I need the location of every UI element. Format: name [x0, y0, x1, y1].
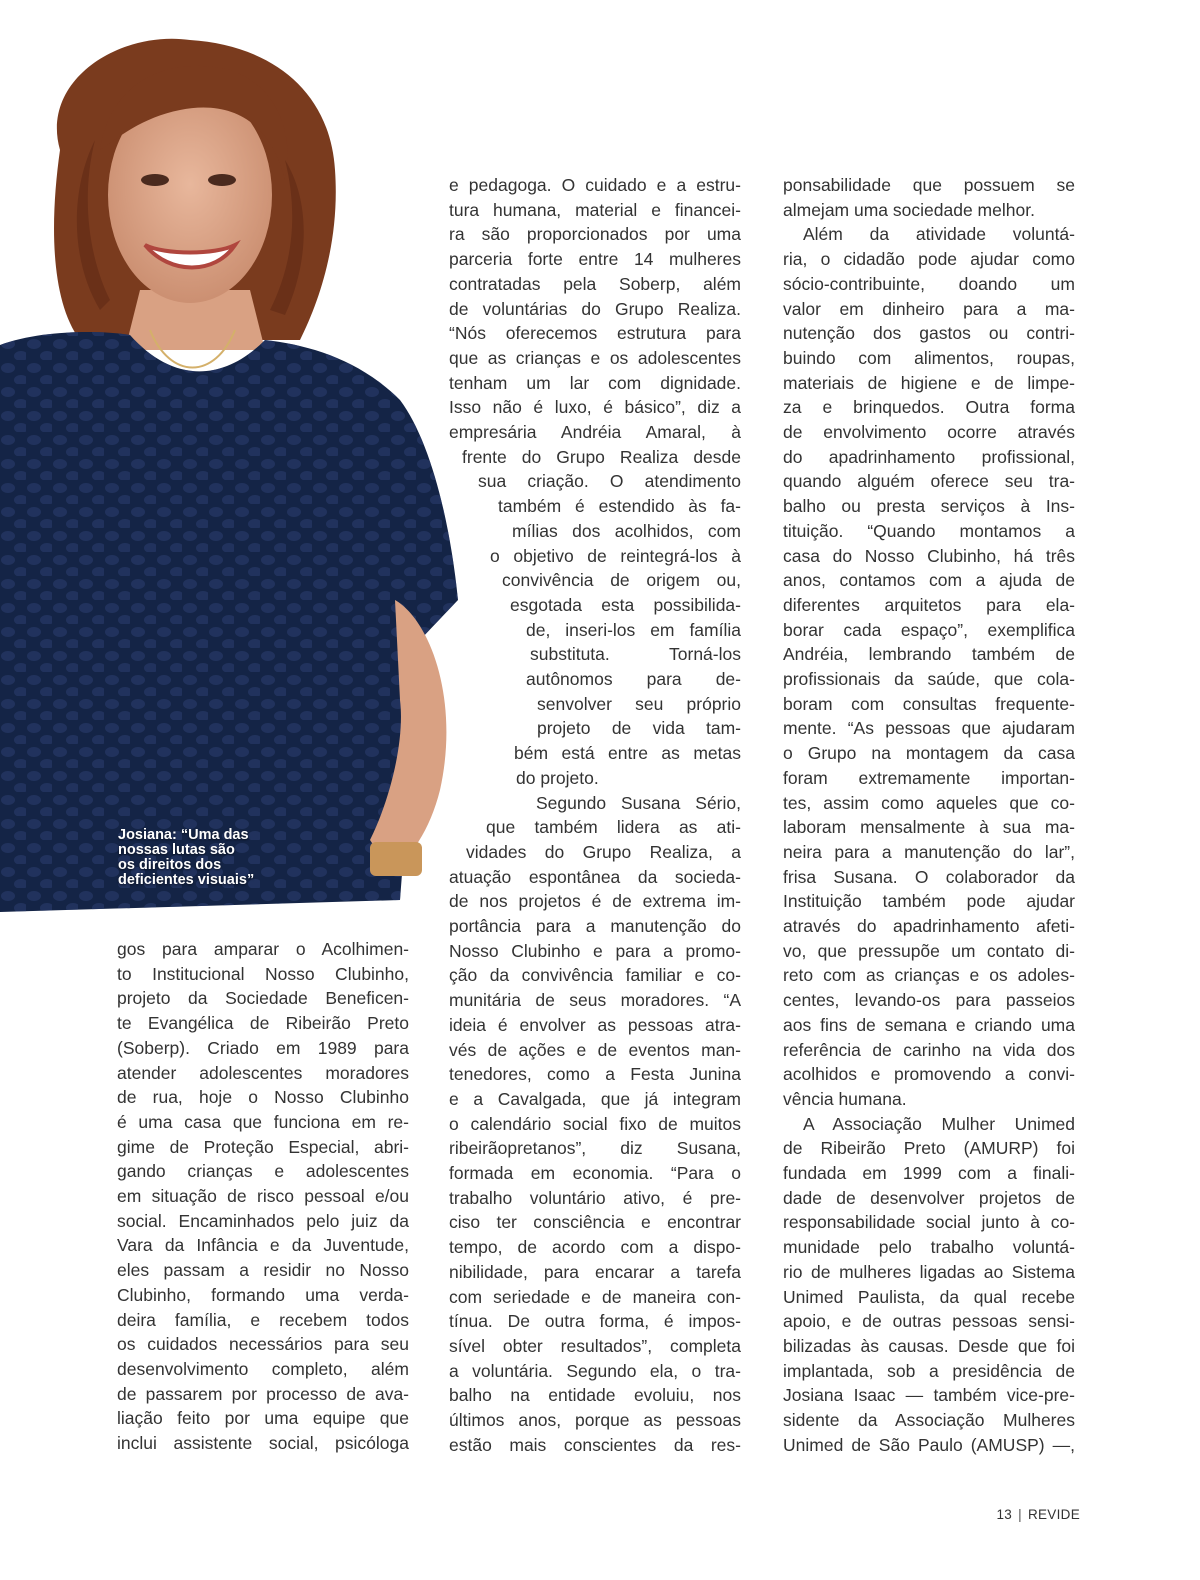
text-line: social. Encaminhados pelo juiz da [117, 1210, 409, 1231]
text-line: de, inseri-los em família [526, 619, 741, 640]
text-line: ribeirãopretanos”, diz Susana, [449, 1138, 741, 1159]
text-line: apoio, e de outras pessoas sensi- [783, 1311, 1075, 1332]
text-line: deira família, e recebem todos [117, 1309, 409, 1330]
text-line: implantada, sob a presidência de [783, 1360, 1075, 1381]
text-line: za e brinquedos. Outra forma [783, 397, 1075, 418]
text-line: sidente da Associação Mulheres [783, 1410, 1075, 1430]
text-line: Segundo Susana Sério, [536, 792, 741, 813]
magazine-name: REVIDE [1027, 1507, 1080, 1522]
photo-caption [118, 828, 318, 888]
text-line: ideia é envolver as pessoas atra- [449, 1014, 741, 1035]
text-line: ra são proporcionados por uma [449, 224, 741, 245]
text-line: Unimed Paulista, da qual recebe [783, 1286, 1075, 1307]
text-line: vidades do Grupo Realiza, a [466, 841, 741, 862]
portrait-photo [0, 0, 458, 912]
text-line: vo, que pressupõe um contato di- [783, 940, 1075, 961]
text-line: frisa Susana. O colaborador da [783, 866, 1075, 887]
footer-separator: | [1018, 1507, 1022, 1522]
text-line: “Nós oferecemos estrutura para [449, 323, 741, 344]
portrait-illustration [0, 0, 458, 912]
text-line: projeto de vida tam- [537, 718, 741, 739]
text-line: balho ou presta serviços à Ins- [783, 496, 1075, 517]
text-line: do projeto. [516, 767, 599, 788]
text-line: de Ribeirão Preto (AMURP) foi [783, 1138, 1075, 1159]
text-line: A Associação Mulher Unimed [803, 1113, 1075, 1134]
text-line: fundada em 1999 com a finali- [783, 1163, 1075, 1183]
text-line: sível obter resultados”, completa [449, 1335, 741, 1356]
text-line: e pedagoga. O cuidado e a estru- [449, 175, 741, 195]
text-line: borar cada espaço”, exemplifica [783, 619, 1075, 640]
text-line: nutenção dos gastos ou contri- [783, 323, 1075, 344]
text-line: vés de ações e de eventos man- [449, 1039, 741, 1060]
text-line: to Institucional Nosso Clubinho, [117, 963, 409, 984]
text-line: estão mais conscientes da res- [449, 1434, 741, 1455]
text-line: atender adolescentes moradores [117, 1062, 409, 1083]
text-line: anos, contamos com a ajuda de [783, 570, 1075, 591]
text-line: tínua. De outra forma, é impos- [449, 1311, 741, 1332]
text-line: parceria forte entre 14 mulheres [449, 249, 741, 270]
text-line: mílias dos acolhidos, com [512, 520, 741, 541]
caption-line: os direitos dos [118, 857, 222, 873]
text-line: eles passam a residir no Nosso [117, 1260, 409, 1281]
text-line: contratadas pela Soberp, além [449, 273, 741, 294]
text-line: e a Cavalgada, que já integram [449, 1088, 741, 1109]
text-line: Josiana Isaac — também vice-pre- [783, 1385, 1075, 1406]
text-line: os cuidados necessários para seu [117, 1334, 409, 1355]
text-line: dade de desenvolver projetos de [783, 1187, 1075, 1208]
text-line: centes, levando-os para passeios [783, 990, 1075, 1011]
text-line: aos fins de semana e criando uma [783, 1014, 1075, 1035]
text-line: frente do Grupo Realiza desde [462, 446, 741, 467]
text-line: que as crianças e os adolescentes [449, 347, 741, 368]
text-line: Nosso Clubinho e para a promo- [449, 940, 741, 961]
text-line: tituição. “Quando montamos a [783, 520, 1075, 541]
text-line: profissionais da saúde, que cola- [783, 669, 1075, 689]
text-line: foram extremamente importan- [783, 767, 1075, 788]
text-line: sua criação. O atendimento [478, 471, 741, 492]
text-line: tura humana, material e financei- [449, 199, 741, 220]
text-line: a voluntária. Segundo ela, o tra- [449, 1360, 741, 1381]
text-line: gando crianças e adolescentes [117, 1161, 409, 1182]
text-line: Vara da Infância e da Juventude, [117, 1235, 409, 1256]
text-line: de envolvimento ocorre através [783, 422, 1075, 442]
watch-shape [370, 842, 422, 876]
text-line: referência de carinho na vida dos [783, 1039, 1075, 1060]
text-line: Além da atividade voluntá- [803, 224, 1075, 245]
text-line: também é estendido às fa- [498, 496, 741, 517]
text-line: acolhidos e promovendo a convi- [783, 1064, 1075, 1085]
text-line: mente. “As pessoas que ajudaram [783, 718, 1075, 739]
text-line: através do apadrinhamento afeti- [783, 916, 1075, 936]
text-line: do apadrinhamento profissional, [783, 446, 1075, 467]
text-line: inclui assistente social, psicóloga [117, 1433, 409, 1453]
text-line: (Soberp). Criado em 1989 para [117, 1037, 409, 1058]
text-line: valor em dinheiro para a ma- [783, 298, 1075, 319]
text-line: te Evangélica de Ribeirão Preto [117, 1013, 409, 1034]
text-line: responsabilidade social junto à co- [783, 1212, 1075, 1233]
text-line: gime de Proteção Especial, abri- [117, 1136, 409, 1157]
text-line: empresária Andréia Amaral, à [449, 422, 741, 442]
text-line: de passarem por processo de ava- [117, 1383, 409, 1404]
text-line: autônomos para de- [526, 669, 741, 689]
text-line: balho na entidade evoluiu, nos [449, 1385, 741, 1406]
text-line: Unimed de São Paulo (AMUSP) —, [783, 1434, 1075, 1455]
text-line: senvolver seu próprio [537, 693, 741, 714]
text-line: diferentes arquitetos para ela- [783, 594, 1075, 615]
text-line: convivência de origem ou, [502, 570, 741, 591]
text-line: o calendário social fixo de muitos [449, 1113, 741, 1134]
text-line: liação feito por uma equipe que [117, 1408, 409, 1429]
text-line: que também lidera as ati- [486, 817, 741, 838]
caption-line: deficientes visuais” [118, 872, 255, 888]
page-number: 13 [996, 1507, 1013, 1522]
text-line: munitária de seus moradores. “A [449, 990, 741, 1011]
text-line: laboram mensalmente à sua ma- [783, 817, 1075, 838]
text-line: atuação espontânea da socieda- [449, 866, 741, 887]
page-footer [997, 1507, 1081, 1522]
text-line: almejam uma sociedade melhor. [783, 199, 1035, 220]
text-line: o Grupo na montagem da casa [783, 743, 1075, 764]
text-line: buindo com alimentos, roupas, [783, 347, 1075, 368]
text-line: tes, assim como aqueles que co- [783, 792, 1075, 813]
text-line: boram com consultas frequente- [783, 693, 1075, 714]
text-line: de rua, hoje o Nosso Clubinho [117, 1087, 409, 1108]
text-line: últimos anos, porque as pessoas [449, 1410, 741, 1430]
text-line: munidade pelo trabalho voluntá- [783, 1237, 1075, 1258]
text-line: Andréia, lembrando também de [783, 644, 1075, 665]
caption-line: Josiana: “Uma das [118, 827, 249, 843]
text-line: Instituição também pode ajudar [783, 891, 1075, 912]
text-line: é uma casa que funciona em re- [117, 1111, 409, 1132]
text-line: substituta. Torná-los [530, 644, 741, 665]
text-line: Clubinho, formando uma verda- [117, 1284, 409, 1305]
text-line: Isso não é luxo, é básico”, diz a [449, 397, 741, 418]
text-line: ponsabilidade que possuem se [783, 175, 1075, 195]
text-line: projeto da Sociedade Beneficen- [117, 988, 409, 1009]
text-line: portância para a manutenção do [449, 916, 741, 936]
text-line: de voluntárias do Grupo Realiza. [449, 298, 741, 319]
text-line: ciso ter consciência e encontrar [449, 1212, 741, 1233]
text-line: vência humana. [783, 1088, 907, 1109]
text-line: tenham um lar com dignidade. [449, 372, 741, 393]
text-line: em situação de risco pessoal e/ou [117, 1186, 409, 1206]
text-line: materiais de higiene e de limpe- [783, 372, 1075, 393]
text-line: casa do Nosso Clubinho, há três [783, 545, 1075, 566]
text-line: esgotada esta possibilida- [510, 594, 741, 615]
text-line: trabalho voluntário ativo, é pre- [449, 1187, 741, 1208]
caption-line: nossas lutas são [118, 842, 235, 858]
text-line: neira para a manutenção do lar”, [783, 841, 1075, 862]
text-line: com seriedade e de maneira con- [449, 1286, 741, 1307]
text-line: de nos projetos é de extrema im- [449, 891, 741, 912]
text-line: tempo, de acordo com a dispo- [449, 1237, 741, 1258]
text-line: ria, o cidadão pode ajudar como [783, 249, 1075, 270]
text-line: reto com as crianças e os adoles- [783, 965, 1075, 986]
text-line: bém está entre as metas [514, 743, 741, 764]
text-line: gos para amparar o Acolhimen- [117, 939, 409, 959]
text-line: ção da convivência familiar e co- [449, 965, 741, 986]
text-line: quando alguém oferece seu tra- [783, 471, 1075, 492]
text-line: bilizadas às causas. Desde que foi [783, 1335, 1075, 1356]
text-line: tenedores, como a Festa Junina [449, 1064, 741, 1085]
text-line: o objetivo de reintegrá-los à [490, 545, 741, 566]
text-line: nibilidade, para encarar a tarefa [449, 1261, 741, 1282]
text-line: desenvolvimento completo, além [117, 1358, 409, 1379]
text-line: sócio-contribuinte, doando um [783, 273, 1075, 294]
text-line: rio de mulheres ligadas ao Sistema [783, 1261, 1075, 1282]
text-line: formada em economia. “Para o [449, 1163, 741, 1183]
